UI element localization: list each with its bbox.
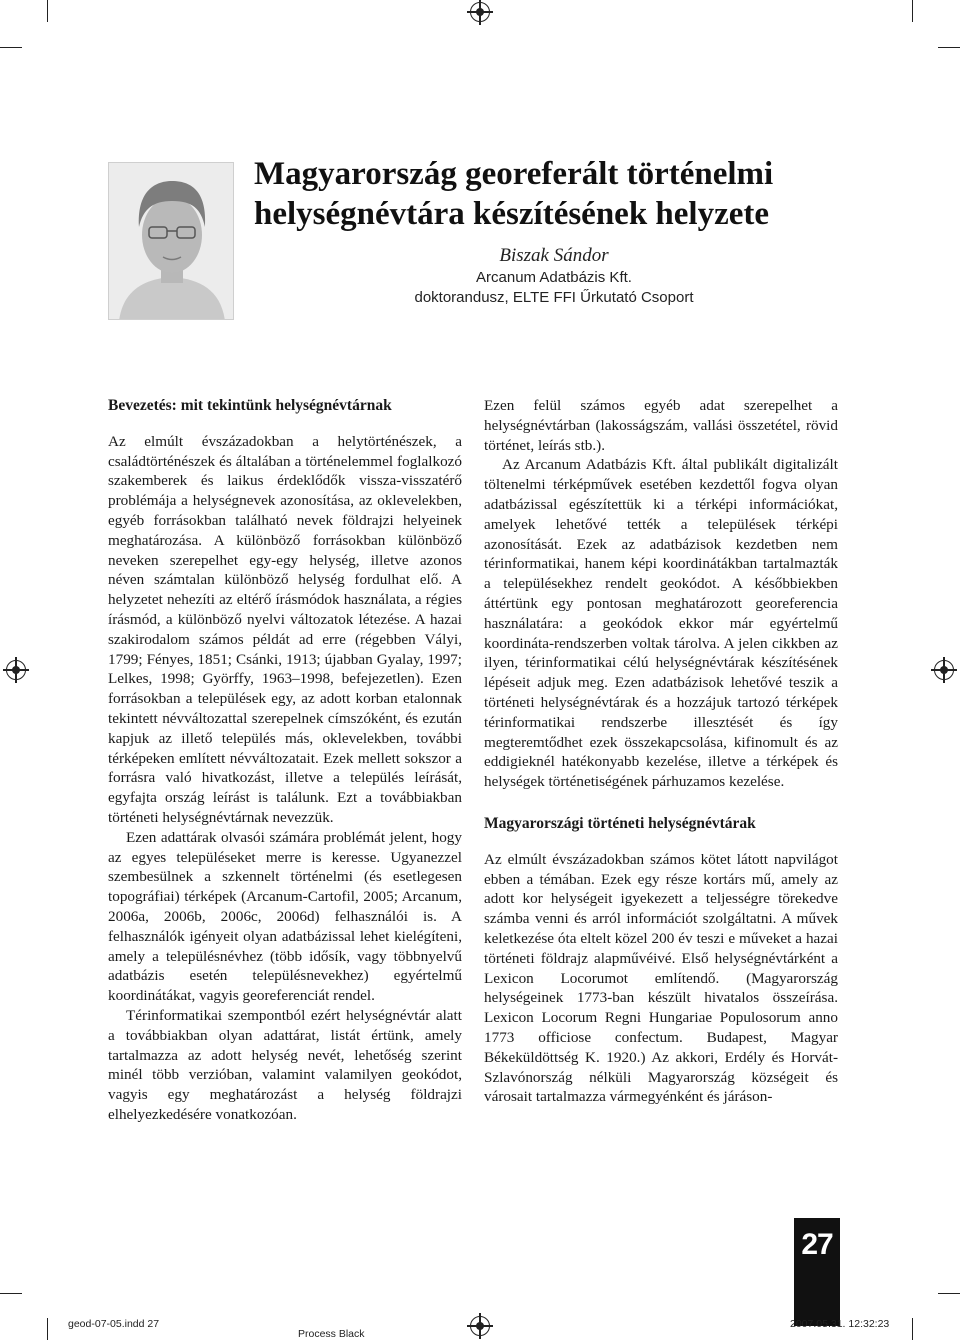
page-number: 27 [794,1218,840,1326]
registration-mark-icon [470,1316,490,1336]
byline [254,244,854,308]
crop-mark [912,1318,913,1340]
portrait-image [109,163,234,320]
section-heading: Magyarországi történeti helységnévtárak [484,814,756,832]
article-title [254,154,854,234]
crop-mark [47,1318,48,1340]
paragraph: Térinformatikai szempontból ezért helységnévtár alatt a továbbiakban olyan adattárat, listát értünk, amely tartalmazza az adott helység nevét, lehetőség szerint minél több verzióban, valamint valamilyen geokódot, vagyis egy meghatározást a helység földrajzi elhelyezkedésére vonatkozóan. [108,1006,462,1123]
author-name: Biszak Sándor [499,245,609,266]
registration-mark-icon [470,2,490,22]
registration-mark-icon [6,660,26,680]
right-column [484,396,838,1107]
title-line: Magyarország georeferált történelmi [254,156,774,192]
title-line: helységnévtára készítésének helyzete [254,196,770,232]
slug-filename: geod-07-05.indd 27 [68,1318,160,1330]
section-heading: Bevezetés: mit tekintünk helységnévtárnak [108,397,392,414]
paragraph: Ezen felül számos egyéb adat szerepelhet a helységnévtárban (lakosságszám, vallási összetétel, rövid történet, leírás stb.). [484,397,838,454]
paragraph: Ezen adattárak olvasói számára problémát jelent, hogy az egyes településeket merre is keresse. Ugyanezzel szembesülnek a szkennelt történelmi (és esetlegesen topográfiai) térképek (Arcanum-Cartofil, 2005; Arcanum, 2006a, 2006b, 2006c, 2006d) felhasználói is. A felhasználók igényeit olyan adatbázissal lehet kielégíteni, amely a településnévhez (több idősík, vagy többnyelvű adatbázis esetén településnevekhez) egyértelmű koordinátákat, vagyis georeferenciát rendel. [108,828,462,1005]
left-column [108,396,462,1125]
crop-mark [0,47,22,48]
crop-mark [912,0,913,22]
crop-mark [47,0,48,22]
slug-timestamp: 2007.05.31. 12:32:23 [790,1318,890,1330]
affiliation: Arcanum Adatbázis Kft. [476,269,632,286]
crop-mark [938,1293,960,1294]
affiliation: doktorandusz, ELTE FFI Űrkutató Csoport [414,289,694,306]
paragraph: Az elmúlt évszázadokban a helytörténészek, a családtörténészek és általában a történelemmel foglalkozó szakemberek és laikus érdeklődők vissza-visszatérő problémája a helységnevek azonosítása, az oklevelekben, egyéb forrásokban található nevek földrajzi helyeinek meghatározása. A különböző forrásokban különböző neveken szerepelhet egy-egy helység, illetve azonos néven számtalan különböző helység fordulhat elő. A helyzetet nehezíti az eltérő írásmódok használata, a régies írásmód, a különböző nyelvi változatok létezése. A hazai szakirodalom számos példát ad erre (régebben Vályi, 1799; Fényes, 1851; Csánki, 1913; újabban Gyalay, 1997; Lelkes, 1998; Györffy, 1963–1998, befejezetlen). Ezen forrásokban a települések egy, az adott korban etalonnak tekintett névváltozattal szerepelnek címszóként, és ezután kapjuk az illető település más, oklevelekben, további térképeken említett névváltozatait. Ezek mellett sokszor a forrásra való hivatkozást, illetve a település leírását, egyfajta ország leírást is találunk. Ezt a továbbiakban történeti helységnévtárnak nevezzük. [108,432,462,826]
author-portrait [108,162,234,320]
crop-mark [938,47,960,48]
paragraph: Az elmúlt évszázadokban számos kötet látott napvilágot ebben a témában. Ezek egy része kortárs mű, amely az adott kor helységeit igyekezett a teljességre törekedve számba venni és arról információt szolgáltatni. A művek keletkezése óta eltelt közel 200 év teszi e műveket a hazai történeti földrajz alapművéivé. Első helységnévtárként a Lexicon Locorumot említendő. (Magyarország helységeinek 1773-ban készült hivatalos összeírása. Lexicon Locorum Regni Hungariae Populosorum anno 1773 officiose confectum. Budapest, Magyar Békeküldöttség K. 1920.) Az akkori, Erdély és Horvát-Szlavónország nélküli Magyarország községeit és városait tartalmazza vármegyénként és járáson- [484,850,838,1106]
paragraph: Az Arcanum Adatbázis Kft. által publikált digitalizált töltenelmi térképművek esetében kezdettől fogva olyan adatbázissal egészítettük ki a térképi információkat, amelyek lehetővé tették a települések térképi azonosítását. Ezek az adatbázisok kezdetben nem térinformatikai, hanem képi koordinátákban tartalmazták a településekhez rendelt geokódot. A későbbiekben áttértünk egy pontosan meghatározott georeferencia használatára: a geokódok ekkor már egyértelmű koordináta-rendszerben voltak tárolva. A jelen cikkben az ilyen, térinformatikai célú helységnévtárak készítésének lépéseit adjuk meg. Ezen adatbázisok lehetővé teszik a történeti helységnévtárak és a hozzájuk tartozó térképek térinformatikai rendszerbe illesztését és így megteremtődhet ezek összekapcsolása, kifinomult és az eddigieknél hatékonyabb kezelése, illetve a térképek és helységek történetiségének párhuzamos kezelése. [484,456,838,791]
crop-mark [0,1293,22,1294]
registration-mark-icon [934,660,954,680]
slug-plate: Process Black [298,1328,365,1340]
